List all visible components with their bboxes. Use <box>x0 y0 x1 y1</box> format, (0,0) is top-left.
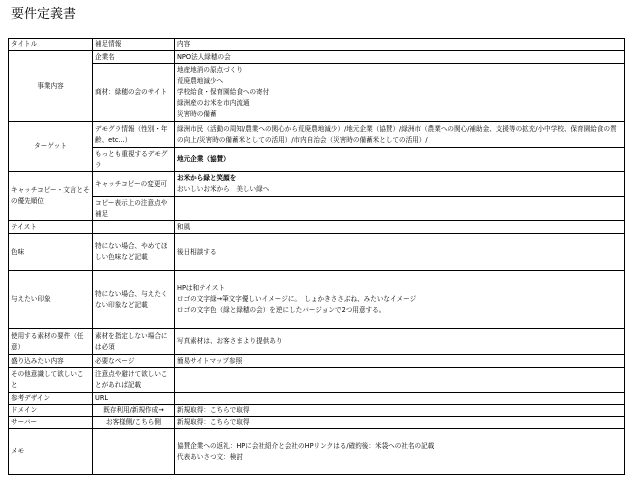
domain-category-cell: ドメイン <box>9 405 93 417</box>
table-row <box>9 329 625 355</box>
memo-content-cell <box>175 429 625 475</box>
content-category-cell: 盛り込みたい内容 <box>9 355 93 368</box>
content-label: 必要なページ <box>93 355 175 368</box>
business-line: 緑洲産のお米を市内流通 <box>177 99 250 107</box>
table-row <box>9 148 625 172</box>
notes-value <box>175 368 625 393</box>
demographics-label: デモグラ情報（性別・年齢、etc...） <box>93 122 175 148</box>
table-header-row <box>9 39 625 51</box>
catchcopy-category-cell: キャッチコピー・文言とその優先順位 <box>9 172 93 221</box>
target-category-cell: ターゲット <box>9 122 93 172</box>
table-row <box>9 197 625 221</box>
copy-note-value <box>175 197 625 221</box>
notes-label: 注意点や避けて欲しいことがあれば記載 <box>93 368 175 393</box>
catchcopy-sub: おいしいお米から 美しい緑へ <box>177 185 270 193</box>
table-row <box>9 234 625 271</box>
copy-note-label: コピー表示上の注意点や補足 <box>93 197 175 221</box>
business-line: 荒廃農地減少へ <box>177 77 224 85</box>
impression-category-cell: 与えたい印象 <box>9 271 93 329</box>
priority-demographics-value: 地元企業（協賛） <box>175 148 625 172</box>
impression-line: ロゴの文字緑→筆文字優しいイメージに。 しょかきささぶね、みたいなイメージ <box>177 295 417 303</box>
catchcopy-change-label: キャッチコピーの変更可 <box>93 172 175 197</box>
header-supplement-cell: 補足情報 <box>93 39 175 51</box>
business-line: 災害時の備蓄 <box>177 110 217 118</box>
company-name-value: NPO法人緑穂の会 <box>175 51 625 64</box>
table-row <box>9 51 625 64</box>
reference-value <box>175 393 625 405</box>
table-row <box>9 122 625 148</box>
memo-label <box>93 429 175 475</box>
reference-label: URL <box>93 393 175 405</box>
notes-category-cell: その他意識して欲しいこと <box>9 368 93 393</box>
table-row <box>9 64 625 122</box>
document-title: 要件定義書 <box>11 7 77 22</box>
domain-value: 新規取得：こちらで取得 <box>175 405 625 417</box>
requirements-table <box>8 38 625 475</box>
impression-content-cell <box>175 271 625 329</box>
impression-line: HPは和テイスト <box>177 284 225 292</box>
business-category-cell: 事業内容 <box>9 51 93 122</box>
memo-category-cell: メモ <box>9 429 93 475</box>
demographics-value: 緑洲市民（活動の周知/農業への関心から荒廃農地減少）/地元企業（協賛）/緑洲市（農業への関心/補助金、支援等の拡充/小中学校、保育園給食の質の向上/災害時の備蓄米としての活用）/市内自治会（災害時の備蓄米としての活用）/ <box>175 122 625 148</box>
table-row <box>9 271 625 329</box>
business-line: 地産地消の原点づくり <box>177 66 243 74</box>
impression-label: 特にない場合、与えたくない印象など記載 <box>93 271 175 329</box>
header-content-cell: 内容 <box>175 39 625 51</box>
domain-label: 既存利用/新規作成→ <box>93 405 175 417</box>
catchcopy-main: お米から緑と笑顔を <box>177 174 237 182</box>
server-value: 新規取得：こちらで取得 <box>175 417 625 429</box>
materials-value: 写真素材は、お客さまより提供あり <box>175 329 625 355</box>
content-value: 簡易サイトマップ参照 <box>175 355 625 368</box>
table-row <box>9 355 625 368</box>
color-category-cell: 色味 <box>9 234 93 271</box>
table-row <box>9 221 625 234</box>
product-label: 商材：緑穂の会のサイト <box>93 64 175 122</box>
header-title-cell: タイトル <box>9 39 93 51</box>
business-line: 学校給食・保育園給食への寄付 <box>177 88 270 96</box>
taste-category-cell: テイスト <box>9 221 93 234</box>
table-row <box>9 393 625 405</box>
table-row <box>9 417 625 429</box>
memo-line: 代表あいさつ文：検討 <box>177 452 243 461</box>
server-category-cell: サーバー <box>9 417 93 429</box>
table-row <box>9 368 625 393</box>
color-value: 後日相談する <box>175 234 625 271</box>
server-label: お客様側/こちら側 <box>93 417 175 429</box>
materials-category-cell: 使用する素材の要件（任意） <box>9 329 93 355</box>
taste-value: 和風 <box>175 221 625 234</box>
company-name-label: 企業名 <box>93 51 175 64</box>
table-row <box>9 405 625 417</box>
color-label: 特にない場合、やめてほしい色味など記載 <box>93 234 175 271</box>
catchcopy-content-cell <box>175 172 625 197</box>
business-content-cell <box>175 64 625 122</box>
reference-category-cell: 参考デザイン <box>9 393 93 405</box>
table-row <box>9 429 625 475</box>
taste-label <box>93 221 175 234</box>
impression-line: ロゴの文字色（緑と緑穂の会）を逆にしたバージョンで2つ用意する。 <box>177 306 386 314</box>
table-row <box>9 172 625 197</box>
memo-line: 協賛企業への返礼：HPに会社紹介と会社のHPリンクはる/確約後：米袋への社名の記載 <box>177 441 435 450</box>
materials-label: 素材を指定しない場合には必須 <box>93 329 175 355</box>
priority-demographics-label: もっとも重視するデモグラ <box>93 148 175 172</box>
